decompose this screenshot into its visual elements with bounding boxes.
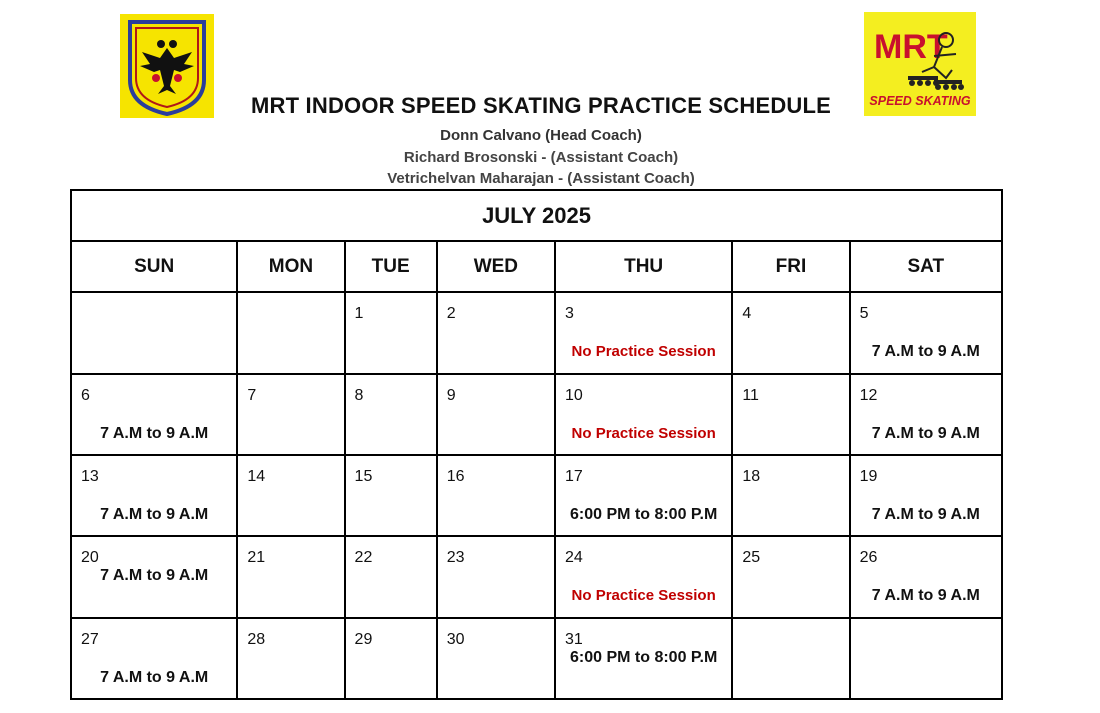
- day-number: 23: [446, 549, 465, 567]
- day-number: 19: [859, 468, 878, 485]
- day-number: 7: [247, 386, 257, 404]
- day-number: 3: [564, 305, 574, 323]
- day-cell: [345, 536, 437, 617]
- day-number: 26: [859, 549, 878, 567]
- week-row: [71, 292, 1002, 373]
- day-number: 5: [859, 305, 869, 323]
- day-cell: [345, 292, 437, 373]
- day-number: 21: [247, 549, 266, 567]
- day-number: 4: [742, 305, 752, 323]
- day-number: 30: [446, 630, 465, 648]
- day-cell: [237, 536, 344, 617]
- schedule-calendar: [70, 189, 1003, 700]
- day-cell: [555, 536, 732, 617]
- weekday-thu: THU: [555, 241, 732, 292]
- no-practice-note: No Practice Session: [571, 343, 716, 361]
- weekday-mon: MON: [237, 241, 344, 292]
- day-cell: [732, 374, 849, 455]
- day-number: 14: [247, 468, 266, 485]
- day-cell: [850, 536, 1002, 617]
- day-cell: [850, 455, 1002, 536]
- day-number: 8: [354, 386, 364, 404]
- day-cell: [437, 618, 555, 699]
- weekday-sat: SAT: [850, 241, 1002, 292]
- day-cell: [850, 618, 1002, 699]
- day-number: 6: [81, 386, 90, 404]
- day-number: 31: [564, 630, 583, 648]
- day-cell: [71, 536, 237, 617]
- day-cell: [732, 292, 849, 373]
- day-number: 28: [247, 630, 266, 648]
- day-cell: [850, 374, 1002, 455]
- day-cell: [345, 455, 437, 536]
- no-practice-note: No Practice Session: [571, 587, 716, 605]
- session-time: 6:00 PM to 8:00 P.M: [569, 648, 718, 666]
- logo-text-speed-skating: SPEED SKATING: [869, 94, 971, 108]
- day-cell: [437, 536, 555, 617]
- weekday-wed: WED: [437, 241, 555, 292]
- day-cell: [732, 618, 849, 699]
- day-cell: [437, 292, 555, 373]
- week-row: [71, 536, 1002, 617]
- day-cell: [237, 618, 344, 699]
- day-number: 29: [354, 630, 373, 648]
- day-number: 12: [859, 386, 878, 404]
- day-cell: [71, 374, 237, 455]
- page-title: MRT INDOOR SPEED SKATING PRACTICE SCHEDULE: [250, 93, 832, 118]
- day-cell: [555, 455, 732, 536]
- day-number: 13: [81, 468, 99, 485]
- weekday-sun: SUN: [71, 241, 237, 292]
- day-cell: [437, 455, 555, 536]
- day-cell: [71, 455, 237, 536]
- assistant-coach-1: Richard Brosonski - (Assistant Coach): [403, 149, 679, 166]
- day-number: 11: [742, 386, 759, 404]
- day-number: 1: [354, 305, 364, 323]
- day-number: 15: [354, 468, 373, 485]
- month-header: JULY 2025: [71, 190, 1002, 241]
- day-cell: [437, 374, 555, 455]
- day-number: 24: [564, 549, 583, 567]
- day-number: 17: [564, 468, 583, 485]
- session-time: 7 A.M to 9 A.M: [100, 424, 209, 442]
- assistant-coach-2: Vetrichelvan Maharajan - (Assistant Coach): [387, 170, 695, 187]
- day-number: 20: [81, 549, 99, 567]
- day-cell: [71, 618, 237, 699]
- session-time: 7 A.M to 9 A.M: [100, 567, 209, 585]
- day-cell: [850, 292, 1002, 373]
- weekday-fri: FRI: [732, 241, 849, 292]
- day-cell: [732, 455, 849, 536]
- day-number: 16: [446, 468, 465, 485]
- session-time: 7 A.M to 9 A.M: [100, 506, 209, 523]
- logo-text-mrt: MRT: [874, 28, 948, 66]
- day-number: 2: [446, 305, 456, 323]
- session-time: 7 A.M to 9 A.M: [100, 668, 209, 686]
- day-cell: [555, 374, 732, 455]
- day-cell: [237, 455, 344, 536]
- session-time: 7 A.M to 9 A.M: [871, 506, 980, 523]
- week-row: [71, 374, 1002, 455]
- day-cell: [555, 292, 732, 373]
- day-number: 10: [564, 386, 583, 404]
- day-cell: [237, 292, 344, 373]
- week-row: [71, 455, 1002, 536]
- day-number: 22: [354, 549, 373, 567]
- day-cell: [555, 618, 732, 699]
- session-time: 6:00 PM to 8:00 P.M: [569, 506, 718, 523]
- day-cell: [345, 618, 437, 699]
- day-cell: [345, 374, 437, 455]
- day-number: 18: [742, 468, 761, 485]
- day-cell: [237, 374, 344, 455]
- weekday-tue: TUE: [345, 241, 437, 292]
- day-number: 25: [742, 549, 761, 567]
- day-cell: [732, 536, 849, 617]
- day-number: 9: [446, 386, 456, 404]
- week-row: [71, 618, 1002, 699]
- no-practice-note: No Practice Session: [571, 424, 716, 442]
- session-time: 7 A.M to 9 A.M: [871, 587, 980, 605]
- head-coach: Donn Calvano (Head Coach): [440, 127, 642, 144]
- session-time: 7 A.M to 9 A.M: [871, 424, 980, 442]
- day-cell: [71, 292, 237, 373]
- session-time: 7 A.M to 9 A.M: [871, 343, 980, 361]
- day-number: 27: [81, 630, 99, 648]
